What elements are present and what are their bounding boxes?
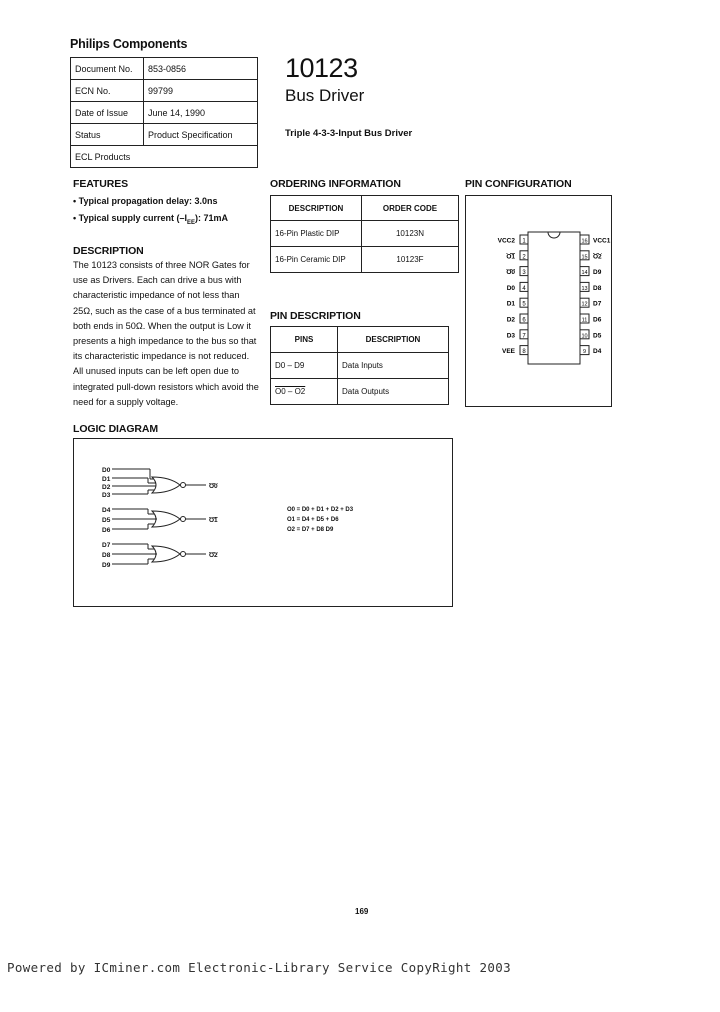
output-label: O2 bbox=[209, 552, 218, 559]
table-cell: D0 – D9 bbox=[271, 353, 338, 379]
pin-description-table bbox=[270, 326, 449, 405]
logic-equation: O2 = D7 + D8 D9 bbox=[287, 527, 334, 533]
pin-label: VEE bbox=[501, 348, 515, 356]
feature-text: Typical propagation delay: 3.0ns bbox=[78, 196, 218, 206]
pin-number: 15 bbox=[581, 254, 588, 261]
pin-label: VCC1 bbox=[593, 237, 611, 245]
part-subtitle: Triple 4-3-3-Input Bus Driver bbox=[285, 128, 413, 139]
inversion-bubble-icon bbox=[181, 483, 186, 488]
pin-config-heading: PIN CONFIGURATION bbox=[465, 178, 572, 190]
pin-label: VCC2 bbox=[497, 237, 515, 245]
table-cell: 16-Pin Ceramic DIP bbox=[271, 247, 362, 273]
feature-text: ): 71mA bbox=[195, 213, 229, 223]
pin-description-heading: PIN DESCRIPTION bbox=[270, 310, 361, 322]
nor-gate-icon bbox=[152, 477, 180, 493]
pin-number: 12 bbox=[581, 301, 588, 308]
table-cell: Data Inputs bbox=[338, 353, 449, 379]
part-number: 10123 bbox=[285, 53, 358, 83]
feature-item: • Typical supply current $(-I_{EE})$: 71mA bbox=[73, 213, 229, 226]
document-info-table bbox=[70, 57, 258, 168]
pin-label: O1 bbox=[506, 253, 515, 261]
doc-row bbox=[71, 80, 258, 102]
pin-label: D0 bbox=[506, 284, 515, 292]
doc-value: June 14, 1990 bbox=[144, 102, 258, 124]
doc-row bbox=[71, 124, 258, 146]
doc-key: Status bbox=[71, 124, 144, 146]
pin-label: O0 bbox=[506, 269, 515, 277]
table-cell: O0 – O2 bbox=[271, 379, 338, 405]
pin-label: D1 bbox=[506, 300, 515, 308]
pin-number: 16 bbox=[581, 238, 588, 245]
part-name: Bus Driver bbox=[285, 86, 365, 105]
pin-label: D6 bbox=[593, 316, 602, 324]
output-label: O0 bbox=[209, 483, 218, 490]
doc-row bbox=[71, 102, 258, 124]
inversion-bubble-icon bbox=[181, 552, 186, 557]
doc-key: ECN No. bbox=[71, 80, 144, 102]
feature-text: Typical supply current (–I bbox=[78, 213, 188, 223]
logic-equation: O1 = D4 + D5 + D6 bbox=[287, 517, 339, 523]
doc-value: 99799 bbox=[144, 80, 258, 102]
doc-key: Document No. bbox=[71, 58, 144, 80]
dip-package-diagram bbox=[466, 196, 611, 406]
table-header: DESCRIPTION bbox=[338, 327, 449, 353]
pin-label: D5 bbox=[593, 332, 602, 340]
pin-number: 5 bbox=[522, 301, 526, 308]
description-text: The 10123 consists of three NOR Gates for use as Drivers. Each can drive a bus with characteristic impedance of not less than 25Ω, such as the case of a bus terminated at both ends in 50Ω. When the output is Low it presents a high impedance to the bus so that its characteristic impedance is not reduced. All unused inputs can be left open due to integrated pull-down resistors which avoid the need for a supply voltage. bbox=[73, 260, 259, 407]
doc-key: ECL Products bbox=[71, 146, 258, 168]
pin-number: 6 bbox=[522, 317, 526, 324]
pin-label: D7 bbox=[593, 300, 602, 308]
table-row bbox=[271, 353, 449, 379]
pin-number: 7 bbox=[522, 333, 526, 340]
ordering-heading: ORDERING INFORMATION bbox=[270, 178, 401, 190]
pin-label: D9 bbox=[593, 269, 602, 277]
features-heading: FEATURES bbox=[73, 178, 129, 190]
pin-number: 14 bbox=[581, 270, 588, 277]
doc-value: 853-0856 bbox=[144, 58, 258, 80]
doc-value: Product Specification bbox=[144, 124, 258, 146]
table-row bbox=[271, 379, 449, 405]
ordering-table bbox=[270, 195, 459, 273]
pin-number: 13 bbox=[581, 285, 588, 292]
pin-number: 4 bbox=[522, 285, 526, 292]
pin-number: 10 bbox=[581, 333, 588, 340]
table-header: PINS bbox=[271, 327, 338, 353]
input-label: D5 bbox=[102, 517, 111, 524]
input-label: D8 bbox=[102, 552, 111, 559]
doc-row bbox=[71, 146, 258, 168]
page-number: 169 bbox=[355, 907, 369, 916]
input-label: D9 bbox=[102, 562, 111, 569]
doc-key: Date of Issue bbox=[71, 102, 144, 124]
pin-label: D3 bbox=[506, 332, 515, 340]
pin-number: 1 bbox=[522, 238, 526, 245]
footer-credit: Powered by ICminer.com Electronic-Library Service CopyRight 2003 bbox=[7, 960, 512, 975]
table-cell: 10123F bbox=[362, 247, 459, 273]
table-cell: Data Outputs bbox=[338, 379, 449, 405]
pin-config-box bbox=[465, 195, 612, 407]
table-header: DESCRIPTION bbox=[271, 196, 362, 221]
logic-diagram-box bbox=[73, 438, 453, 607]
input-label: D4 bbox=[102, 507, 111, 514]
pin-number: 8 bbox=[522, 349, 526, 356]
output-label: O1 bbox=[209, 517, 218, 524]
table-header-row bbox=[271, 196, 459, 221]
input-label: D6 bbox=[102, 527, 111, 534]
pins-right bbox=[580, 235, 611, 355]
table-header: ORDER CODE bbox=[362, 196, 459, 221]
pin-number: 3 bbox=[522, 270, 526, 277]
input-label: D1 bbox=[102, 476, 111, 483]
pin-label: D4 bbox=[593, 348, 602, 356]
pins-left bbox=[498, 235, 528, 355]
company-name: Philips Components bbox=[70, 37, 188, 51]
pin-label: O2 bbox=[593, 253, 602, 261]
table-row bbox=[271, 247, 459, 273]
feature-item: • Typical propagation delay: 3.0ns bbox=[73, 196, 218, 206]
logic-diagram bbox=[74, 439, 452, 606]
pin-label: D8 bbox=[593, 284, 602, 292]
table-header-row bbox=[271, 327, 449, 353]
description-heading: DESCRIPTION bbox=[73, 245, 144, 257]
chip-body bbox=[528, 232, 580, 364]
table-row bbox=[271, 221, 459, 247]
pin-label: D2 bbox=[506, 316, 515, 324]
table-cell: 16-Pin Plastic DIP bbox=[271, 221, 362, 247]
pin-number: 11 bbox=[581, 317, 588, 324]
input-label: D2 bbox=[102, 484, 111, 491]
input-label: D0 bbox=[102, 467, 111, 474]
doc-row bbox=[71, 58, 258, 80]
pin-number: 2 bbox=[522, 254, 526, 261]
input-label: D3 bbox=[102, 492, 111, 499]
pin-number: 9 bbox=[582, 349, 587, 356]
input-label: D7 bbox=[102, 542, 111, 549]
inversion-bubble-icon bbox=[181, 517, 186, 522]
logic-equation: O0 = D0 + D1 + D2 + D3 bbox=[287, 507, 354, 513]
feature-subscript: EE bbox=[187, 219, 196, 226]
logic-heading: LOGIC DIAGRAM bbox=[73, 423, 159, 435]
table-cell: 10123N bbox=[362, 221, 459, 247]
